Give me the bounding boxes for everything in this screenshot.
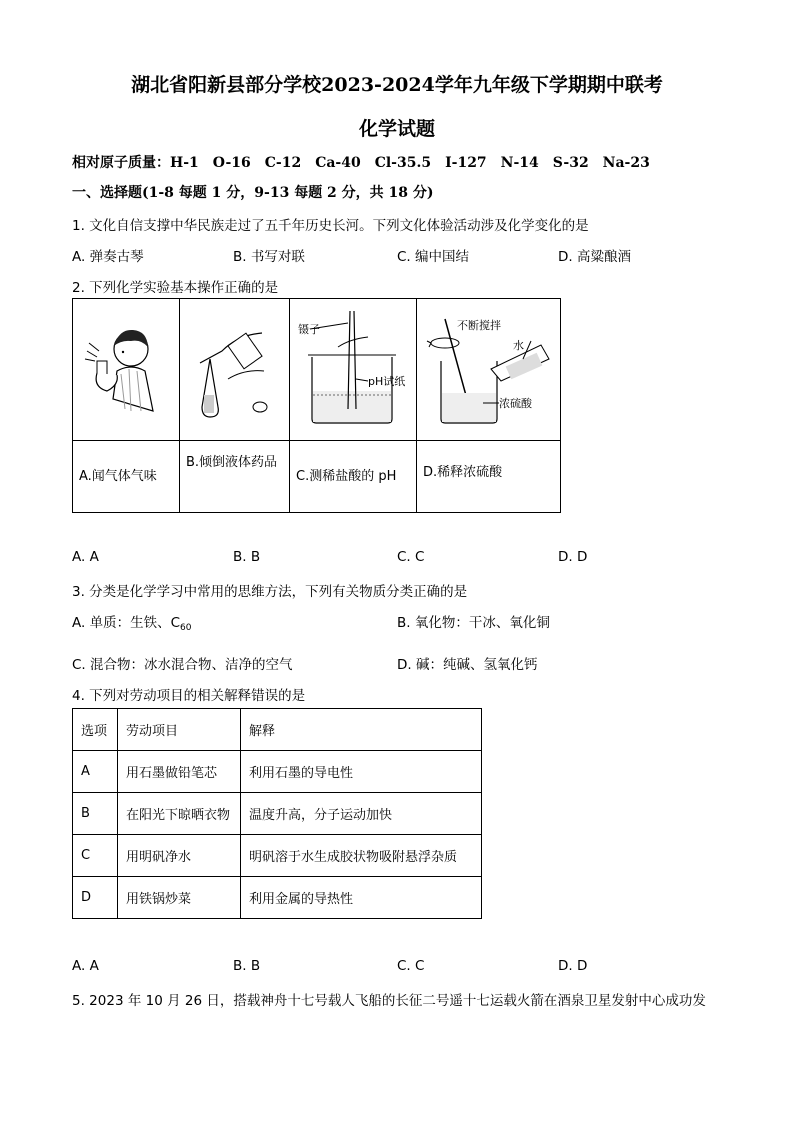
fig-d-cell [417,299,561,441]
q4-option-b[interactable]: B. B [233,958,261,974]
smelling-gas-illustration [73,299,179,436]
q1-option-b[interactable]: B. 书写对联 [233,249,305,265]
table-row: B 在阳光下晾晒衣物 温度升高，分子运动加快 [73,793,482,835]
q2-stem: 2. 下列化学实验基本操作正确的是 [72,280,279,296]
q2-option-c[interactable]: C. C [397,549,425,565]
table-row: A 用石墨做铅笔芯 利用石墨的导电性 [73,751,482,793]
q1-option-c[interactable]: C. 编中国结 [397,249,470,265]
acid-label: 浓硫酸 [499,397,532,410]
header-task: 劳动项目 [118,709,241,751]
q2-figure-table [72,298,561,513]
section-heading: 一、选择题(1-8 每题 1 分，9-13 每题 2 分，共 18 分) [72,185,434,201]
fig-a-cell [73,299,180,441]
q4-stem: 4. 下列对劳动项目的相关解释错误的是 [72,688,306,704]
table-header-row [73,709,482,751]
ph-test-illustration [290,299,416,436]
q4-table [72,708,482,919]
exam-title: 湖北省阳新县部分学校2023-2024学年九年级下学期期中联考 [131,74,663,96]
q4-option-d[interactable]: D. D [558,958,588,974]
caption-c: C.测稀盐酸的 pH [290,441,417,513]
ph-paper-label: pH试纸 [368,375,406,388]
fig-b-cell [180,299,290,441]
stir-label: 不断搅拌 [457,319,501,332]
q3-option-c[interactable]: C. 混合物：冰水混合物、洁净的空气 [72,657,293,673]
q3-option-d[interactable]: D. 碱：纯碱、氢氧化钙 [397,657,538,673]
header-option: 选项 [73,709,118,751]
atomic-mass-line: 相对原子质量：H-1 O-16 C-12 Ca-40 Cl-35.5 I-127 N-14 S-32 Na-23 [72,155,650,171]
caption-d: D.稀释浓硫酸 [417,441,561,513]
q1-option-a[interactable]: A. 弹奏古琴 [72,249,144,265]
header-explanation: 解释 [241,709,482,751]
q2-option-b[interactable]: B. B [233,549,261,565]
q2-option-a[interactable]: A. A [72,549,99,565]
table-row: D 用铁锅炒菜 利用金属的导热性 [73,877,482,919]
q2-option-d[interactable]: D. D [558,549,588,565]
fig-c-cell [290,299,417,441]
caption-b: B.倾倒液体药品 [180,441,290,513]
pouring-liquid-illustration [180,299,289,436]
table-row: C 用明矾净水 明矾溶于水生成胶状物吸附悬浮杂质 [73,835,482,877]
q1-option-d[interactable]: D. 高粱酿酒 [558,249,631,265]
tweezers-label: 镊子 [298,323,320,336]
q3-option-a[interactable]: A. 单质：生铁、$C_{60}$ [72,615,192,633]
q3-stem: 3. 分类是化学学习中常用的思维方法，下列有关物质分类正确的是 [72,584,468,600]
q4-option-a[interactable]: A. A [72,958,99,974]
water-label: 水 [513,339,524,352]
caption-a: A.闻气体气味 [73,441,180,513]
q1-stem: 1. 文化自信支撑中华民族走过了五千年历史长河。下列文化体验活动涉及化学变化的是 [72,218,589,234]
q4-option-c[interactable]: C. C [397,958,425,974]
q3-option-b[interactable]: B. 氧化物：干冰、氧化铜 [397,615,550,631]
subject-title: 化学试题 [358,118,435,140]
q5-stem: 5. 2023 年 10 月 26 日，搭载神舟十七号载人飞船的长征二号遥十七运载火箭在酒泉卫星发射中心成功发 [72,993,706,1009]
